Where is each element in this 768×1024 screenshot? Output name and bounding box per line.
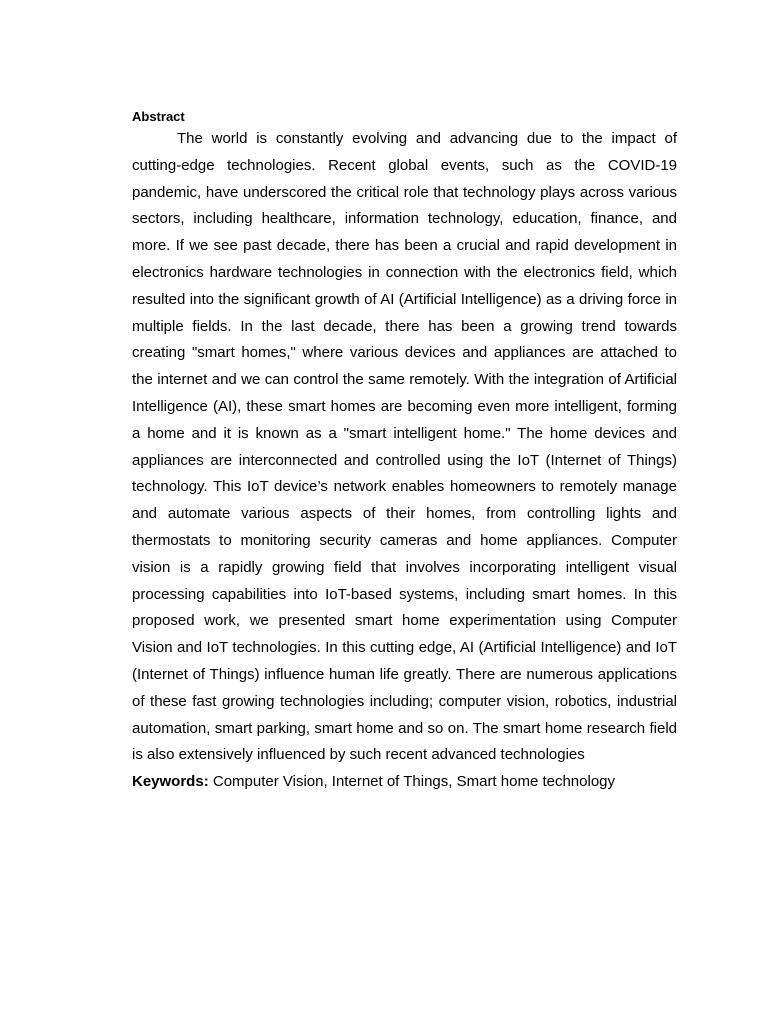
keywords-text: Computer Vision, Internet of Things, Smart home technology xyxy=(208,773,616,791)
document-page xyxy=(132,108,677,796)
keywords-label: Keywords: xyxy=(132,773,209,791)
abstract-heading: Abstract xyxy=(132,109,185,124)
abstract-body: The world is constantly evolving and advancing due to the impact of cutting-edge technologies. Recent global events, such as the COVID-19 pandemic, have underscored the critical role that technology plays across various sectors, including healthcare, information technology, education, finance, and more. If we see past decade, there has been a crucial and rapid development in electronics hardware technologies in connection with the electronics field, which resulted into the significant growth of AI (Artificial Intelligence) as a driving force in multiple fields. In the last decade, there has been a growing trend towards creating "smart homes," where various devices and appliances are attached to the internet and we can control the same remotely. With the integration of Artificial Intelligence (AI), these smart homes are becoming even more intelligent, forming a home and it is known as a "smart intelligent home." The home devices and appliances are interconnected and controlled using the IoT (Internet of Things) technology. This IoT device’s network enables homeowners to remotely manage and automate various aspects of their homes, from controlling lights and thermostats to monitoring security cameras and home appliances. Computer vision is a rapidly growing field that involves incorporating intelligent visual processing capabilities into IoT-based systems, including smart homes. In this proposed work, we presented smart home experimentation using Computer Vision and IoT technologies. In this cutting edge, AI (Artificial Intelligence) and IoT (Internet of Things) influence human life greatly. There are numerous applications of these fast growing technologies including; computer vision, robotics, industrial automation, smart parking, smart home and so on. The smart home research field is also extensively influenced by such recent advanced technologies xyxy=(132,130,677,764)
keywords-line xyxy=(132,769,677,796)
